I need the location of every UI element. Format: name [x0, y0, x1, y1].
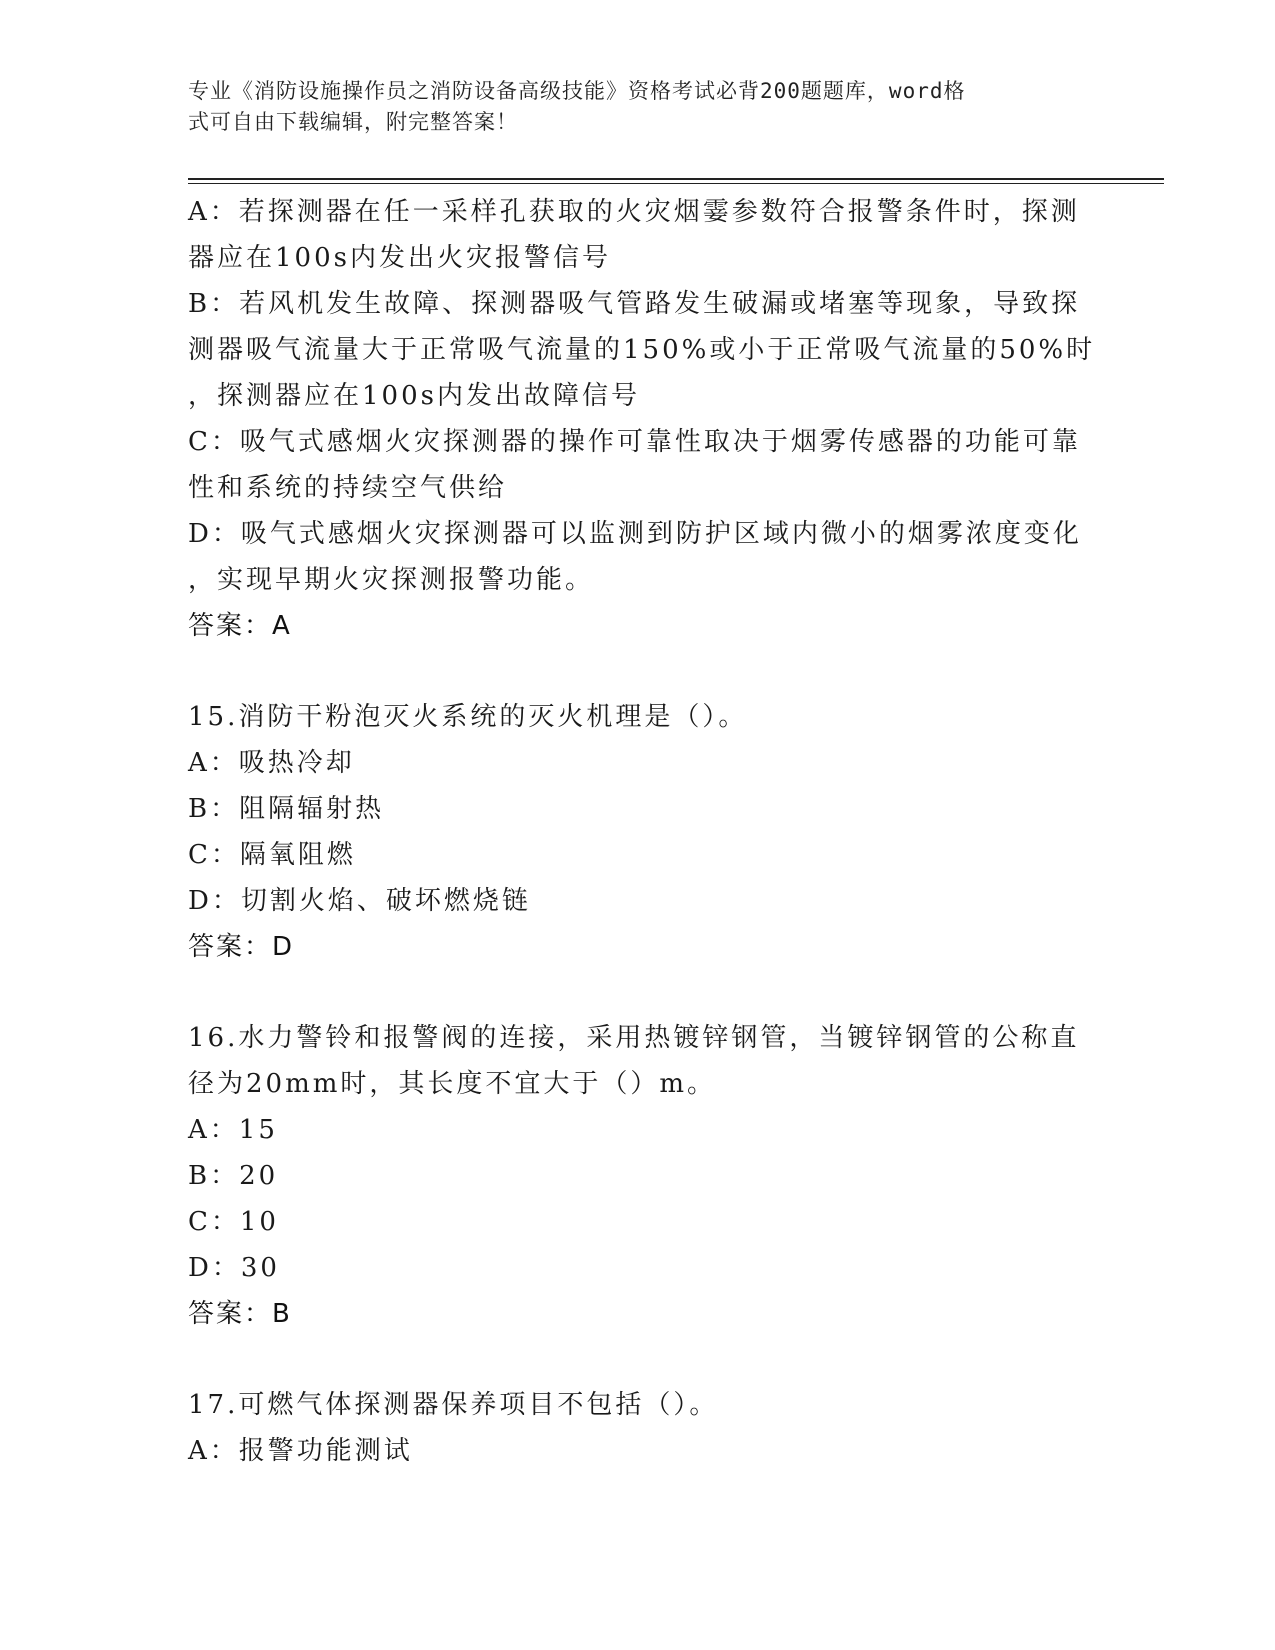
header-line-1: 专业《消防设施操作员之消防设备高级技能》资格考试必背200题题库，word格	[188, 79, 966, 103]
spacer	[188, 649, 1088, 694]
q15-option-a: A：吸热冷却	[188, 748, 355, 778]
q14-option-c-line-2: 性和系统的持续空气供给	[188, 473, 508, 503]
q16-answer: 答案：B	[188, 1299, 292, 1329]
q14-option-b-line-2: 测器吸气流量大于正常吸气流量的150%或小于正常吸气流量的50%时	[188, 335, 1096, 365]
spacer	[188, 970, 1088, 1015]
q14-option-b-line-3: ，探测器应在100s内发出故障信号	[188, 381, 640, 411]
q14-option-b-line-1: B：若风机发生故障、探测器吸气管路发生破漏或堵塞等现象，导致探	[188, 289, 1081, 319]
q16-question-line-2: 径为20mm时，其长度不宜大于（）m。	[188, 1069, 717, 1099]
header-divider-thin	[188, 183, 1164, 184]
q15-option-c: C：隔氧阻燃	[188, 840, 356, 870]
q15-answer: 答案：D	[188, 932, 295, 962]
q17-question: 17.可燃气体探测器保养项目不包括（）。	[188, 1390, 719, 1420]
q15-option-b: B：阻隔辐射热	[188, 794, 385, 824]
q16-option-a: A：15	[188, 1115, 278, 1145]
q15-question: 15.消防干粉泡灭火系统的灭火机理是（）。	[188, 702, 748, 732]
question-content	[188, 189, 1096, 1474]
header-divider-thick	[188, 178, 1164, 180]
q14-option-c-line-1: C：吸气式感烟火灾探测器的操作可靠性取决于烟雾传感器的功能可靠	[188, 427, 1081, 457]
question-15-block	[188, 694, 1088, 970]
q14-option-a-line-1: A：若探测器在任一采样孔获取的火灾烟霎参数符合报警条件时，探测	[188, 197, 1080, 227]
document-header	[188, 76, 1068, 138]
q17-option-a: A：报警功能测试	[188, 1436, 413, 1466]
question-14-block	[188, 189, 1096, 649]
q14-option-d-line-1: D：吸气式感烟火灾探测器可以监测到防护区域内微小的烟雾浓度变化	[188, 519, 1082, 549]
q14-answer: 答案：A	[188, 611, 292, 641]
q16-option-c: C：10	[188, 1207, 279, 1237]
q16-question-line-1: 16.水力警铃和报警阀的连接，采用热镀锌钢管，当镀锌钢管的公称直	[188, 1023, 1080, 1053]
q14-option-a-line-2: 器应在100s内发出火灾报警信号	[188, 243, 611, 273]
q16-option-b: B：20	[188, 1161, 279, 1191]
q16-option-d: D：30	[188, 1253, 280, 1283]
spacer	[188, 1337, 1088, 1382]
header-line-2: 式可自由下载编辑，附完整答案！	[188, 110, 518, 134]
q15-option-d: D：切割火焰、破坏燃烧链	[188, 886, 531, 916]
q14-option-d-line-2: ，实现早期火灾探测报警功能。	[188, 565, 595, 595]
question-17-block	[188, 1382, 1088, 1474]
question-16-block	[188, 1015, 1088, 1337]
